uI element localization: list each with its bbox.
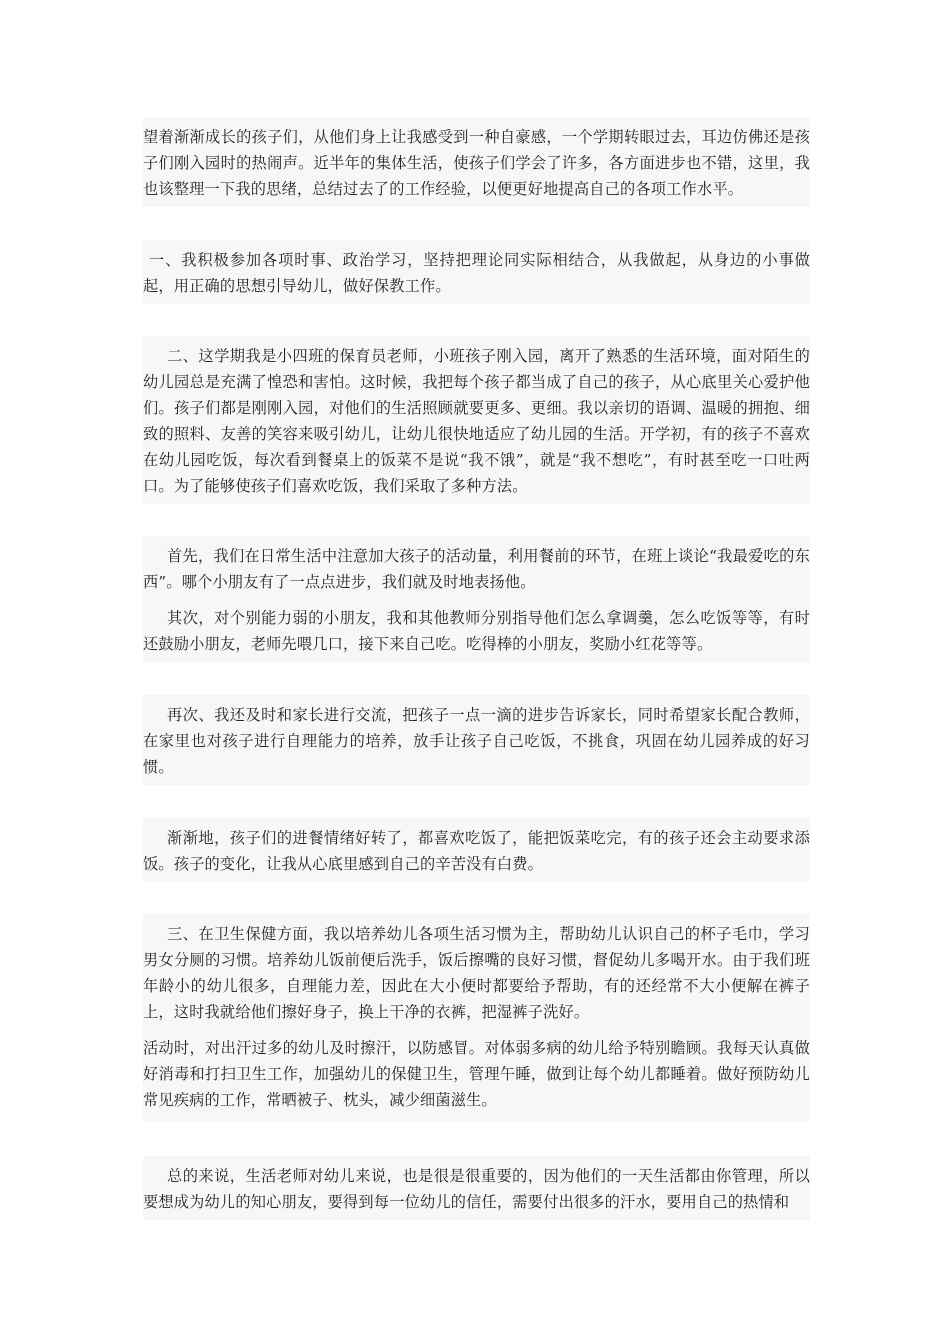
section-three-paragraph: 三、在卫生保健方面，我以培养幼儿各项生活习惯为主，帮助幼儿认识自己的杯子毛巾，学习男女分厕的习惯。培养幼儿饭前便后洗手，饭后擦嘴的良好习惯，督促幼儿多喝开水。由于我们班年龄小的幼儿很多，自理能力差，因此在大小便时都要给予帮助，有的还经常不大小便解在裤子上，这时我就给他们擦好身子，换上干净的衣裤，把湿裤子洗好。 — [143, 925, 810, 1021]
activity-paragraph: 活动时，对出汗过多的幼儿及时擦汗，以防感冒。对体弱多病的幼儿给予特别瞻顾。我每天认真做好消毒和打扫卫生工作，加强幼儿的保健卫生，管理午睡，做到让每个幼儿都睡着。做好预防幼儿常见疾病的工作，常晒被子、枕头，减少细菌滋生。 — [143, 1039, 810, 1109]
section-two-paragraph: 二、这学期我是小四班的保育员老师，小班孩子刚入园，离开了熟悉的生活环境，面对陌生的幼儿园总是充满了惶恐和害怕。这时候，我把每个孩子都当成了自己的孩子，从心底里关心爱护他们。孩子们都是刚刚入园，对他们的生活照顾就要更多、更细。我以亲切的语调、温暖的拥抱、细致的照料、友善的笑容来吸引幼儿，让幼儿很快地适应了幼儿园的生活。开学初，有的孩子不喜欢在幼儿园吃饭，每次看到餐桌上的饭菜不是说“我不饿”，就是“我不想吃”，有时甚至吃一口吐两口。为了能够使孩子们喜欢吃饭，我们采取了多种方法。 — [143, 347, 810, 495]
progress-paragraph: 渐渐地，孩子们的进餐情绪好转了，都喜欢吃饭了，能把饭菜吃完，有的孩子还会主动要求添饭。孩子的变化，让我从心底里感到自己的辛苦没有白费。 — [143, 829, 810, 873]
method-third-paragraph: 再次、我还及时和家长进行交流，把孩子一点一滴的进步告诉家长，同时希望家长配合教师，在家里也对孩子进行自理能力的培养，放手让孩子自己吃饭，不挑食，巩固在幼儿园养成的好习惯。 — [143, 706, 810, 776]
intro-paragraph: 望着渐渐成长的孩子们，从他们身上让我感受到一种自豪感，一个学期转眼过去，耳边仿佛还是孩子们刚入园时的热闹声。近半年的集体生活，使孩子们学会了许多，各方面进步也不错，这里，我也该整理一下我的思绪，总结过去了的工作经验，以便更好地提高自己的各项工作水平。 — [143, 128, 810, 198]
section-one-paragraph: 一、我积极参加各项时事、政治学习，坚持把理论同实际相结合，从我做起，从身边的小事做起，用正确的思想引导幼儿，做好保教工作。 — [143, 251, 810, 295]
method-second-paragraph: 其次，对个别能力弱的小朋友，我和其他教师分别指导他们怎么拿调羹，怎么吃饭等等，有时还鼓励小朋友，老师先喂几口，接下来自己吃。吃得棒的小朋友，奖励小红花等等。 — [143, 609, 810, 653]
summary-paragraph: 总的来说，生活老师对幼儿来说，也是很是很重要的，因为他们的一天生活都由你管理，所以要想成为幼儿的知心朋友，要得到每一位幼儿的信任，需要付出很多的汗水，要用自己的热情和 — [143, 1167, 810, 1211]
method-first-paragraph: 首先，我们在日常生活中注意加大孩子的活动量，利用餐前的环节，在班上谈论“我最爱吃的东西”。哪个小朋友有了一点点进步，我们就及时地表扬他。 — [143, 547, 810, 591]
